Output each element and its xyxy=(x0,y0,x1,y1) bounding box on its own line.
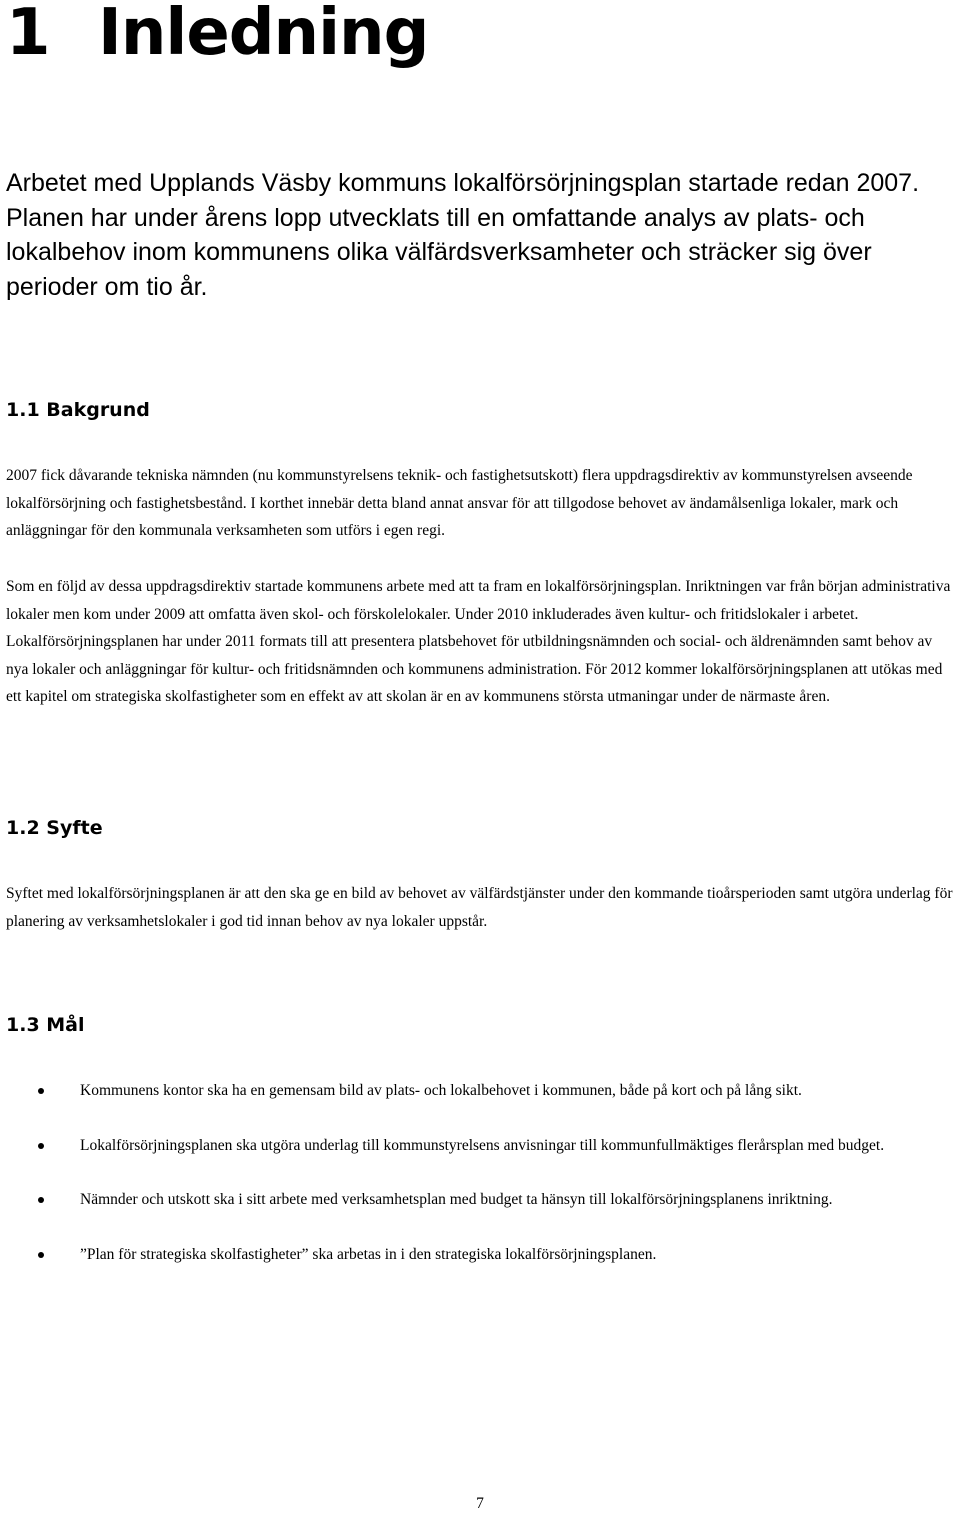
bakgrund-paragraph-1: 2007 fick dåvarande tekniska nämnden (nu kommunstyrelsens teknik- och fastighetsutskott) flera uppdragsdirektiv av kommunstyrelsen avseende lokalförsörjning och fastighetsbestånd. I korthet innebär detta bland annat ansvar för att tillgodose behovet av ändamålsenliga lokaler, mark och anläggningar för den kommunala verksamheten som utförs i egen regi. xyxy=(6,467,913,539)
section-heading-mal: 1.3 Mål xyxy=(6,1014,85,1036)
syfte-paragraph: Syftet med lokalförsörjningsplanen är att den ska ge en bild av behovet av välfärdstjänster under den kommande tioårsperioden samt utgöra underlag för planering av verksamhetslokaler i god tid innan behov av nya lokaler uppstår. xyxy=(6,885,953,930)
intro-paragraph: Arbetet med Upplands Väsby kommuns lokalförsörjningsplan startade redan 2007. Planen har under årens lopp utvecklats till en omfattande analys av plats- och lokalbehov inom kommunens olika välfärdsverksamheter och sträcker sig över perioder om tio år. xyxy=(6,169,920,301)
goal-text: Lokalförsörjningsplanen ska utgöra underlag till kommunstyrelsens anvisningar till kommunfullmäktiges flerårsplan med budget. xyxy=(80,1136,885,1154)
list-item xyxy=(0,1241,950,1269)
section-heading-syfte: 1.2 Syfte xyxy=(6,817,103,839)
list-item xyxy=(0,1132,950,1160)
list-item xyxy=(0,1186,950,1214)
chapter-title xyxy=(6,0,428,72)
chapter-number: 1 xyxy=(6,0,50,70)
page-number: 7 xyxy=(476,1495,484,1512)
goal-list xyxy=(0,1077,960,1295)
bullet-icon xyxy=(38,1197,44,1203)
section-heading-bakgrund: 1.1 Bakgrund xyxy=(6,399,150,421)
goal-text: Nämnder och utskott ska i sitt arbete med verksamhetsplan med budget ta hänsyn till lokalförsörjningsplanens inriktning. xyxy=(80,1191,833,1208)
bakgrund-paragraph-2: Som en följd av dessa uppdragsdirektiv startade kommunens arbete med att ta fram en lokalförsörjningsplan. Inriktningen var från början administrativa lokaler men kom under 2009 att omfatta även skol- och förskolelokaler. Under 2010 inkluderades även kultur- och fritidslokaler i arbetet. Lokalförsörjningsplanen har under 2011 formats till att presentera platsbehovet för utbildningsnämnden och social- och äldrenämnden samt behov av nya lokaler och anläggningar för kultur- och fritidsnämnden och kommunens administration. För 2012 kommer lokalförsörjningsplanen att utökas med ett kapitel om strategiska skolfastigheter som en effekt av att skolan är en av kommunens största utmaningar under de närmaste åren. xyxy=(6,578,951,705)
bullet-icon xyxy=(38,1252,44,1258)
bullet-icon xyxy=(38,1088,44,1094)
bullet-icon xyxy=(38,1143,44,1149)
goal-text: ”Plan för strategiska skolfastigheter” ska arbetas in i den strategiska lokalförsörjningsplanen. xyxy=(80,1245,657,1263)
list-item xyxy=(0,1077,950,1105)
goal-text: Kommunens kontor ska ha en gemensam bild av plats- och lokalbehovet i kommunen, både på kort och på lång sikt. xyxy=(80,1082,802,1099)
chapter-title-text: Inledning xyxy=(98,0,429,70)
